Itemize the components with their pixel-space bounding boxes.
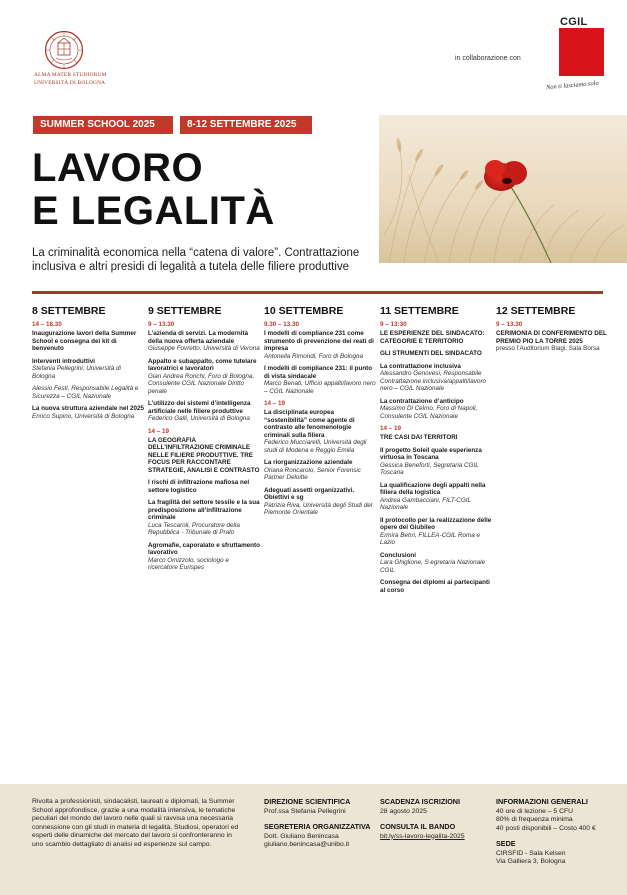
program-item [32,385,144,400]
info-frequency: 80% di frequenza minima [496,816,573,823]
program-item [264,487,376,517]
item-speaker: Marco Benati, Ufficio appalti/lavoro nero – CGIL Nazionale [264,380,376,395]
program-item [380,447,492,477]
item-title: Agromafie, caporalato e sfruttamento lavorativo [148,541,260,556]
item-title: La riorganizzazione aziendale [264,459,353,466]
collaboration-label: in collaborazione con [455,55,521,62]
item-speaker: Gian Andrea Ronchi, Foro di Bologna, Consulente CGIL Nazionale Diritto penale [148,372,255,395]
footer-intro [32,798,242,849]
segreteria-name: Dott. Giuliano Benincasa [264,832,339,840]
program-item [380,330,492,345]
item-speaker: Stefania Pellegrini, Università di Bologna [32,365,121,380]
day-heading: 12 SETTEMBRE [496,305,576,317]
footer-iscrizioni [380,798,490,841]
title-line2: E LEGALITÀ [32,189,275,233]
session-time: 14 – 18.30 [32,321,62,328]
direzione-heading: DIREZIONE SCIENTIFICA [264,797,351,806]
item-speaker: Antonella Rimondi, Foro di Bologna [264,352,364,360]
header [0,0,627,112]
item-title: La contrattazione inclusiva [380,362,461,370]
summer-school-badge: SUMMER SCHOOL 2025 [33,116,173,134]
item-title: I rischi di infiltrazione mafiosa nel settore logistico [148,479,250,494]
cgil-logo-square [559,28,604,76]
item-speaker: Giuseppe Fovretto, Università di Verona [148,345,260,352]
item-title: LA GEOGRAFIA DELL’INFILTRAZIONE CRIMINALE NELLE FILIERE PRODUTTIVE. TRE FOCUS PER RACCONTARE STRATEGIE, ANALISI E CONTRASTO [148,436,260,474]
program-item [380,434,492,442]
item-speaker: Luca Tescaroli, Procuratore della Repubblica - Tribunale di Prato [148,521,240,536]
bando-link[interactable]: bit.ly/ss-lavoro-legalita-2025 [380,832,465,840]
scadenza-date: 28 agosto 2025 [380,807,427,815]
program-item [264,409,376,454]
session-time: 9 – 13:30 [380,321,407,328]
day-heading: 10 SETTEMBRE [264,305,344,317]
bando-heading: CONSULTA IL BANDO [380,822,456,831]
program-item [148,479,260,494]
item-title: I modelli di compliance 231 come strumento di prevenzione dei reati di impresa [264,330,374,352]
program-item [380,363,492,393]
item-title: La fragilità del settore tessile e la sua predisposizione all’infiltrazione criminale [148,499,260,521]
day-heading: 9 SETTEMBRE [148,305,222,317]
program-item [380,517,492,547]
program-item [380,552,492,575]
info-heading: INFORMAZIONI GENERALI [496,797,588,806]
sede-heading: SEDE [496,839,516,848]
day-column [380,305,492,599]
item-speaker: Andrea Gambacciani, FILT-CGIL Nazionale [380,496,471,511]
footer-direzione [264,798,374,850]
page-title [32,147,275,233]
subtitle: La criminalità economica nella “catena di valore”. Contrattazione inclusiva e altri presidi di legalità a tutela delle filiere produttive [32,247,360,273]
program-item [148,358,260,396]
program-item [32,358,144,381]
program-item [264,365,376,395]
item-speaker: Enrico Supino, Università di Bologna [32,412,135,420]
program-item [148,499,260,537]
item-speaker: Alessandro Genovesi, Responsabile Contrattazione inclusiva/appalti/lavoro nero – CGIL Nazionale [380,370,487,392]
program-item [148,437,260,475]
footer-info [496,798,621,867]
item-speaker: Massimo Di Celmo, Foro di Napoli, Consulente CGIL Nazionale [380,405,478,420]
day-column [32,305,144,425]
info-seats: 40 posti disponibili – Costo 400 € [496,824,596,832]
session-time: 14 – 19 [148,427,170,435]
program-item [380,350,492,358]
cgil-wordmark: CGIL [560,16,588,28]
item-speaker: Ermira Behri, FILLEA-CGIL Roma e Lazio [380,531,480,546]
session-time: 14 – 19 [264,400,286,407]
item-title: LE ESPERIENZE DEL SINDACATO: CATEGORIE E TERRITORIO [380,330,485,345]
footer [0,784,627,895]
item-title: CERIMONIA DI CONFERIMENTO DEL PREMIO PIO LA TORRE 2025 [496,330,607,345]
item-title: Appalto e subappalto, come tutelare lavoratrici e lavoratori [148,357,257,372]
item-speaker: Patrizia Riva, Università degli Studi del Piemonte Orientale [264,501,373,516]
day-heading: 8 SETTEMBRE [32,305,106,317]
dates-badge: 8-12 SETTEMBRE 2025 [180,116,312,134]
program-item [496,330,608,353]
session-time: 14 – 19 [380,425,402,432]
item-title: Consegna dei diplomi ai partecipanti al corso [380,579,490,594]
item-title: GLI STRUMENTI DEL SINDACATO [380,350,482,357]
item-title: Conclusioni [380,551,417,559]
program-item [380,482,492,512]
item-speaker: Gessica Beneforti, Segretaria CGIL Toscana [380,461,479,476]
unibo-name-line2: UNIVERSITÀ DI BOLOGNA [34,80,106,87]
item-title: La contrattazione d’anticipo [380,397,464,405]
item-speaker: Alessio Festi, Responsabile Legalità e Sicurezza – CGIL Nazionale [32,385,139,400]
program-item [380,579,492,594]
item-speaker: Lara Ghiglione, S egretaria Nazionale CGIL [380,559,486,574]
item-speaker: Federico Galli, Università di Bologna [148,415,250,422]
day-heading: 11 SETTEMBRE [380,305,459,317]
day-column [496,305,608,358]
program-item [148,400,260,423]
scadenza-heading: SCADENZA ISCRIZIONI [380,797,460,806]
item-speaker: Oriana Roncarolo, Senior Forensic Partner Deloitte [264,466,361,481]
direzione-name: Prof.ssa Stefania Pellegrini [264,807,346,815]
divider-rule [32,291,603,294]
program-item [32,330,144,353]
program-item [380,398,492,421]
item-title: Inaugurazione lavori della Summer School e consegna dei kit di benvenuto [32,330,137,352]
item-title: La nuova struttura aziendale nel 2025 [32,405,144,412]
poppy-field-illustration [379,115,627,263]
segreteria-email[interactable]: giuliano.benincasa@unibo.it [264,841,350,848]
program-item [264,459,376,482]
item-title: Interventi introduttivi [32,357,95,365]
unibo-seal-icon [44,30,84,70]
unibo-logo [34,30,107,87]
cgil-motto: Non ti lasciamo solo [545,79,599,92]
sede-address: Via Galliera 3, Bologna [496,858,566,865]
program-item [32,405,144,420]
item-title: L’azienda di servizi. La modernità della nuova offerta aziendale [148,330,249,345]
item-title: Adeguati assetti organizzativi. Obiettivi e sg [264,486,355,501]
unibo-name-line1: ALMA MATER STUDIORUM [34,72,107,78]
session-time: 9.30 – 13.30 [264,321,300,328]
program-item [264,330,376,360]
program-item [148,330,260,353]
program-item [148,542,260,572]
segreteria-heading: SEGRETERIA ORGANIZZATIVA [264,822,371,831]
item-venue: presso l’Auditorium Biagi, Sala Borsa [496,345,600,352]
item-title: Il progetto Soleil quale esperienza virtuosa in Toscana [380,446,482,461]
session-time: 9 – 13.30 [148,321,175,328]
title-line1: LAVORO [32,146,204,190]
item-title: TRE CASI DAI TERRITORI [380,434,458,441]
day-column [148,305,260,577]
session-time: 9 – 13.30 [496,321,523,328]
sede-room: CIRSFID - Sala Kelsen [496,849,566,857]
item-title: La disciplinata europea “sostenibilità” come agente di contrasto alle fenomenologie criminali sulla filiera [264,409,355,439]
item-title: I modelli di compliance 231: il punto di vista sindacale [264,365,373,380]
hero-poppy-image [379,115,627,263]
day-column [264,305,376,522]
info-hours: 40 ore di lezione – 5 CFU [496,807,574,815]
item-speaker: Marco Omizzolo, sociologo e ricercatore Eurispes [148,556,229,571]
item-title: Il protocollo per la realizzazione delle opere del Giubileo [380,516,492,531]
item-title: L’utilizzo dei sistemi d’intelligenza artificiale nelle filiere produttive [148,400,251,415]
intro-text: Rivolta a professionisti, sindacalisti, laureati e diplomati, la Summer School approfondisce, grazie a una modalità intensiva, le tematiche peculiari del mondo del lavoro nelle quali si ravvisa una necessaria connessione con gli studi in materia di legalità. Studiosi, operatori ed esperti delle dinamiche del mercato del lavoro si confronteranno in uno scambio dettagliato di analisi ed esperienze sul campo. [32,798,239,848]
item-speaker: Federico Mucciarelli, Università degli studi di Modena e Reggio Emilia [264,439,367,454]
item-title: La qualificazione degli appalti nella filiera della logistica [380,481,486,496]
